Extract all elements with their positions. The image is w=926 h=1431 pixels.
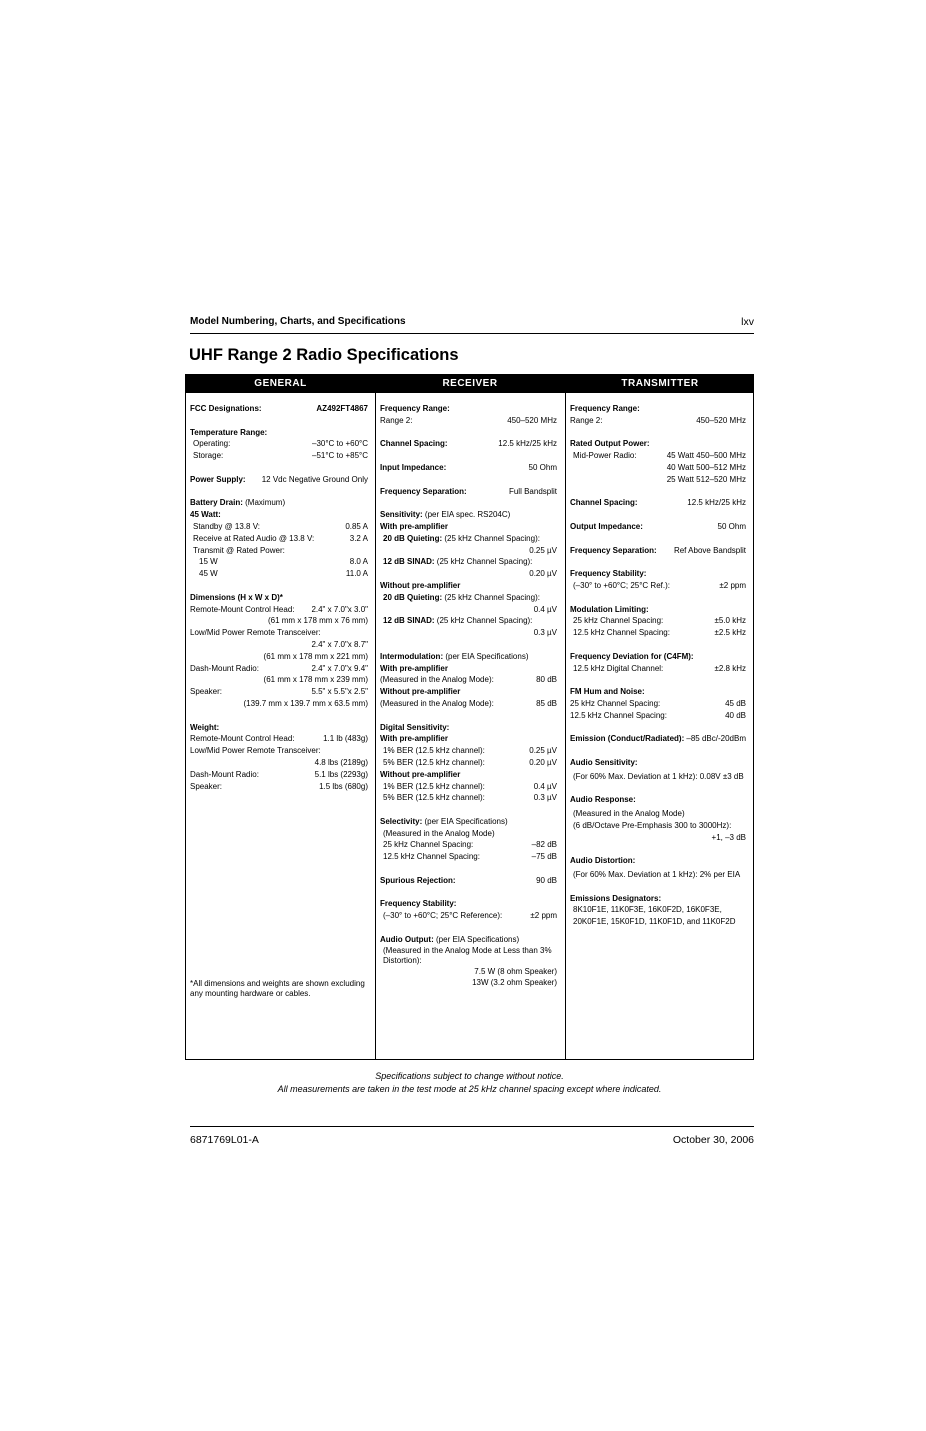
spec-value: –51°C to +85°C <box>312 451 368 461</box>
spec-label: Modulation Limiting: <box>570 604 649 614</box>
spec-value: 40 Watt 500–512 MHz <box>666 462 746 472</box>
rx-frequency-range <box>380 403 557 427</box>
spec-note: (Maximum) <box>245 498 286 508</box>
spec-label: Spurious Rejection: <box>380 875 456 885</box>
rx-sensitivity <box>380 509 557 639</box>
spec-label: Power Supply: <box>190 474 246 484</box>
spec-value: 12 Vdc Negative Ground Only <box>261 474 368 484</box>
section-title: Model Numbering, Charts, and Specifications <box>190 316 406 327</box>
document-date: October 30, 2006 <box>672 1134 754 1146</box>
spec-label: Frequency Stability: <box>570 569 647 579</box>
spec-label: Without pre-amplifier <box>380 687 461 697</box>
spec-value: 2.4" x 7.0"x 8.7" <box>311 639 368 649</box>
column-header-bar <box>186 375 753 393</box>
header-rule <box>190 333 754 334</box>
spec-label: Temperature Range: <box>190 427 268 437</box>
page-title: UHF Range 2 Radio Specifications <box>189 346 459 364</box>
spec-value: (61 mm x 178 mm x 239 mm) <box>263 675 368 685</box>
spec-label: Emission (Conduct/Radiated): <box>570 734 685 744</box>
spec-label: Rated Output Power: <box>570 439 650 449</box>
spec-label: Low/Mid Power Remote Transceiver: <box>190 628 321 638</box>
spec-value: 0.20 µV <box>529 757 557 767</box>
spec-label: Storage: <box>193 451 224 461</box>
spec-value: ±2 ppm <box>719 580 746 590</box>
spec-label: Selectivity: <box>380 816 423 826</box>
dimensions <box>190 592 368 710</box>
tx-audio-response <box>570 794 746 843</box>
spec-value: (61 mm x 178 mm x 221 mm) <box>263 651 368 661</box>
spec-label: Frequency Deviation for (C4FM): <box>570 651 694 661</box>
spec-value: (61 mm x 178 mm x 76 mm) <box>267 616 368 626</box>
spec-label: Standby @ 13.8 V: <box>193 521 260 531</box>
spec-label: Low/Mid Power Remote Transceiver: <box>190 746 321 756</box>
tx-rated-output-power <box>570 438 746 485</box>
spec-value: 0.3 µV <box>533 628 557 638</box>
measurement-note: All measurements are taken in the test mode at 25 kHz channel spacing except where indicated. <box>277 1084 662 1094</box>
column-header-receiver: RECEIVER <box>442 378 498 389</box>
fcc-designations <box>190 403 368 415</box>
transmitter-column <box>570 403 746 940</box>
spec-value: 11.0 A <box>345 569 368 579</box>
column-header-transmitter: TRANSMITTER <box>621 378 699 389</box>
spec-value: 7.5 W (8 ohm Speaker) <box>474 966 557 976</box>
dimensions-footnote: *All dimensions and weights are shown excluding any mounting hardware or cables. <box>190 979 365 998</box>
rx-frequency-separation <box>380 486 557 498</box>
receiver-column <box>380 403 557 1001</box>
spec-value: ±2.8 kHz <box>714 663 746 673</box>
spec-label: (Measured in the Analog Mode): <box>380 698 494 708</box>
spec-label: Remote-Mount Control Head: <box>190 604 295 614</box>
spec-value: 90 dB <box>536 875 557 885</box>
spec-note: (25 kHz Channel Spacing): <box>436 616 533 626</box>
spec-label: Operating: <box>193 439 231 449</box>
tx-frequency-separation <box>570 545 746 557</box>
spec-label: Output Impedance: <box>570 521 643 531</box>
tx-output-impedance <box>570 521 746 533</box>
page-footer <box>190 1126 754 1146</box>
spec-value: –75 dB <box>531 852 557 862</box>
spec-label: Audio Output: <box>380 934 434 944</box>
power-supply <box>190 474 368 486</box>
spec-label: 12 dB SINAD: <box>383 557 435 567</box>
spec-label: Without pre-amplifier <box>380 580 461 590</box>
spec-note: (Measured in the Analog Mode at Less than 3% Distortion): <box>383 945 552 965</box>
spec-value: 450–520 MHz <box>507 415 557 425</box>
weight <box>190 722 368 793</box>
rx-frequency-stability <box>380 898 557 922</box>
spec-value: 80 dB <box>536 675 557 685</box>
spec-value: 12.5 kHz/25 kHz <box>687 498 746 508</box>
spec-value: –85 dBc/-20dBm <box>686 734 746 744</box>
spec-label: Emissions Designators: <box>570 893 662 903</box>
spec-label: Frequency Range: <box>570 404 640 413</box>
spec-note: (25 kHz Channel Spacing): <box>444 592 540 602</box>
spec-value: 2.4" x 7.0"x 9.4" <box>311 663 368 673</box>
spec-value: 0.25 µV <box>529 746 557 756</box>
spec-label: 25 kHz Channel Spacing: <box>573 616 664 626</box>
spec-label: Audio Distortion: <box>570 856 636 866</box>
tx-fm-hum-noise <box>570 686 746 721</box>
spec-value: –82 dB <box>531 840 557 850</box>
spec-value: 40 dB <box>725 710 746 720</box>
spec-label: 15 W <box>199 557 218 567</box>
spec-value: 20K0F1E, 15K0F1D, 11K0F1D, and 11K0F2D <box>573 917 736 927</box>
tx-audio-sensitivity <box>570 757 746 783</box>
spec-value: 5.5" x 5.5"x 2.5" <box>311 687 368 697</box>
rx-input-impedance <box>380 462 557 474</box>
spec-label: Frequency Separation: <box>570 545 657 555</box>
spec-label: Battery Drain: <box>190 498 243 508</box>
spec-label: 1% BER (12.5 kHz channel): <box>383 781 485 791</box>
spec-label: Transmit @ Rated Power: <box>193 545 285 555</box>
spec-label: Input Impedance: <box>380 462 447 472</box>
spec-label: Mid-Power Radio: <box>573 451 637 461</box>
tx-frequency-stability <box>570 568 746 592</box>
spec-value: ±2 ppm <box>530 911 557 921</box>
spec-value: 50 Ohm <box>528 462 557 472</box>
spec-value: 3.2 A <box>349 533 368 543</box>
page-number: lxv <box>741 316 754 328</box>
spec-label: 20 dB Quieting: <box>383 592 443 602</box>
spec-label: Range 2: <box>380 415 413 425</box>
change-notice: Specifications subject to change without notice. <box>375 1071 564 1081</box>
rx-channel-spacing <box>380 438 557 450</box>
tx-channel-spacing <box>570 497 746 509</box>
spec-note: (25 kHz Channel Spacing): <box>444 533 540 543</box>
spec-label: With pre-amplifier <box>380 663 448 673</box>
spec-value: 0.4 µV <box>533 604 557 614</box>
tx-emission <box>570 733 746 745</box>
page-header <box>190 316 754 332</box>
spec-value: 25 Watt 512–520 MHz <box>666 474 746 484</box>
spec-label: Audio Sensitivity: <box>570 757 638 767</box>
spec-value: 13W (3.2 ohm Speaker) <box>472 978 557 988</box>
spec-label: 12.5 kHz Digital Channel: <box>573 663 664 673</box>
spec-value: –30°C to +60°C <box>312 439 368 449</box>
spec-value: Full Bandsplit <box>508 486 557 496</box>
spec-label: Frequency Stability: <box>380 899 457 909</box>
rx-intermodulation <box>380 651 557 710</box>
column-header-general: GENERAL <box>254 378 307 389</box>
rx-spurious-rejection <box>380 875 557 887</box>
rx-digital-sensitivity <box>380 722 557 805</box>
spec-label: Sensitivity: <box>380 510 423 520</box>
spec-value: 8K10F1E, 11K0F3E, 16K0F2D, 16K0F3E, <box>573 905 722 915</box>
spec-label: With pre-amplifier <box>380 521 448 531</box>
spec-label: With pre-amplifier <box>380 734 448 744</box>
column-divider <box>375 393 376 1059</box>
spec-label: (–30° to +60°C; 25°C Ref.): <box>573 580 670 590</box>
spec-value: 0.20 µV <box>529 569 557 579</box>
spec-value: 0.4 µV <box>533 781 557 791</box>
spec-value: 50 Ohm <box>717 521 746 531</box>
spec-value: 45 Watt 450–500 MHz <box>666 451 746 461</box>
spec-value: (For 60% Max. Deviation at 1 kHz): 0.08V ±3 dB <box>573 771 744 781</box>
spec-label: Audio Response: <box>570 795 636 805</box>
spec-label: FCC Designations: <box>190 404 262 413</box>
spec-value: 85 dB <box>536 698 557 708</box>
column-divider <box>565 393 566 1059</box>
spec-label: Range 2: <box>570 415 603 425</box>
document-number: 6871769L01-A <box>190 1134 259 1146</box>
spec-note: (per EIA Specifications) <box>436 934 520 944</box>
spec-value: 0.85 A <box>345 521 368 531</box>
spec-label: 20 dB Quieting: <box>383 533 443 543</box>
spec-label: (–30° to +60°C; 25°C Reference): <box>383 911 503 921</box>
spec-value: AZ492FT4867 <box>316 404 368 413</box>
spec-value: 8.0 A <box>349 557 368 567</box>
rx-selectivity <box>380 816 557 863</box>
tx-frequency-deviation <box>570 651 746 675</box>
spec-label: Intermodulation: <box>380 651 444 661</box>
spec-note: (per EIA Specifications) <box>445 651 529 661</box>
spec-label: Speaker: <box>190 781 223 791</box>
tx-audio-distortion <box>570 855 746 881</box>
footer-rule <box>190 1126 754 1127</box>
spec-label: 12.5 kHz Channel Spacing: <box>570 710 667 720</box>
spec-value: ±5.0 kHz <box>714 616 746 626</box>
spec-label: Frequency Range: <box>380 404 450 413</box>
tx-modulation-limiting <box>570 604 746 639</box>
spec-label: Frequency Separation: <box>380 486 467 496</box>
spec-label: 12.5 kHz Channel Spacing: <box>383 852 480 862</box>
spec-label: Channel Spacing: <box>380 439 448 449</box>
spec-label: 25 kHz Channel Spacing: <box>570 698 661 708</box>
spec-note: (Measured in the Analog Mode) <box>383 828 495 838</box>
spec-note: (6 dB/Octave Pre-Emphasis 300 to 3000Hz): <box>573 820 732 830</box>
rx-audio-output <box>380 934 557 989</box>
spec-value: 4.8 lbs (2189g) <box>314 757 368 767</box>
spec-value: 0.3 µV <box>533 793 557 803</box>
spec-label: 25 kHz Channel Spacing: <box>383 840 474 850</box>
tx-frequency-range <box>570 403 746 427</box>
spec-label: 1% BER (12.5 kHz channel): <box>383 746 485 756</box>
spec-label: Weight: <box>190 722 220 732</box>
spec-label: 12 dB SINAD: <box>383 616 435 626</box>
spec-value: 5.1 lbs (2293g) <box>314 769 368 779</box>
spec-label: 5% BER (12.5 kHz channel): <box>383 793 485 803</box>
spec-label: (Measured in the Analog Mode): <box>380 675 494 685</box>
spec-label: Without pre-amplifier <box>380 769 461 779</box>
spec-label: Remote-Mount Control Head: <box>190 734 295 744</box>
spec-value: 2.4" x 7.0"x 3.0" <box>311 604 368 614</box>
spec-value: 45 dB <box>725 698 746 708</box>
spec-note: (Measured in the Analog Mode) <box>573 809 685 819</box>
spec-table <box>185 374 754 1060</box>
spec-note: (per EIA spec. RS204C) <box>424 510 511 520</box>
spec-value: Ref Above Bandsplit <box>673 545 746 555</box>
spec-value: 0.25 µV <box>529 545 557 555</box>
spec-label: Dash-Mount Radio: <box>190 769 259 779</box>
spec-note: (25 kHz Channel Spacing): <box>436 557 533 567</box>
spec-value: 12.5 kHz/25 kHz <box>498 439 557 449</box>
spec-label: Channel Spacing: <box>570 498 638 508</box>
spec-label: Receive at Rated Audio @ 13.8 V: <box>193 533 315 543</box>
battery-drain <box>190 497 368 580</box>
tx-emissions-designators <box>570 893 746 928</box>
spec-value: ±2.5 kHz <box>714 628 746 638</box>
general-column <box>190 403 368 804</box>
spec-label: Dash-Mount Radio: <box>190 663 259 673</box>
spec-value: (For 60% Max. Deviation at 1 kHz): 2% per EIA <box>573 870 741 880</box>
spec-value: 450–520 MHz <box>696 415 746 425</box>
spec-label: Speaker: <box>190 687 223 697</box>
spec-value: 1.1 lb (483g) <box>323 734 368 744</box>
spec-label: 5% BER (12.5 kHz channel): <box>383 757 485 767</box>
spec-label: Digital Sensitivity: <box>380 722 450 732</box>
spec-label: FM Hum and Noise: <box>570 687 645 697</box>
spec-label: 12.5 kHz Channel Spacing: <box>573 628 670 638</box>
spec-value: (139.7 mm x 139.7 mm x 63.5 mm) <box>243 698 368 708</box>
spec-label: 45 Watt: <box>190 510 221 520</box>
spec-label: 45 W <box>199 569 218 579</box>
temperature-range <box>190 427 368 462</box>
spec-value: 1.5 lbs (680g) <box>319 781 368 791</box>
spec-note: (per EIA Specifications) <box>424 816 508 826</box>
spec-value: +1, –3 dB <box>711 832 746 842</box>
spec-label: Dimensions (H x W x D)* <box>190 592 283 602</box>
